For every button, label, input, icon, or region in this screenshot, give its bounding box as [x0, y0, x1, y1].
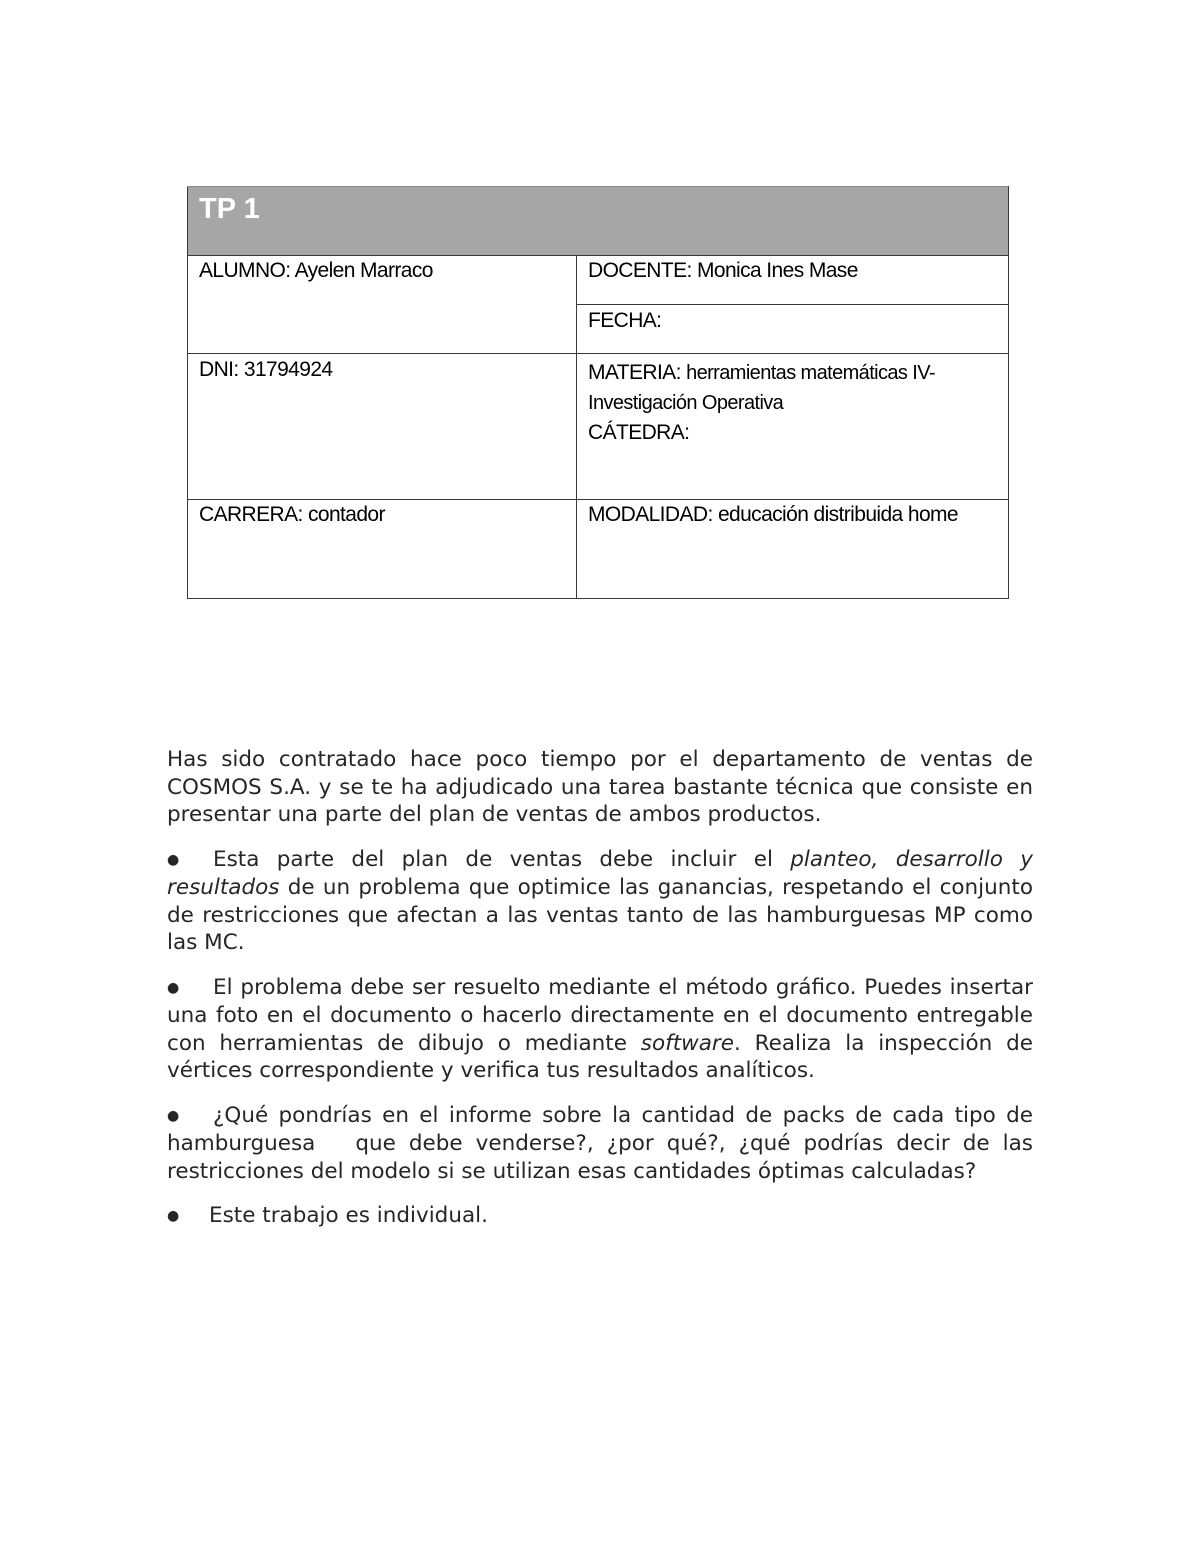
list-item — [167, 974, 1033, 1085]
fecha-cell — [577, 305, 1009, 354]
header-table — [187, 186, 1009, 599]
bullet-1-text: Esta parte del plan de ventas debe incluir el — [213, 846, 791, 872]
assignment-body — [167, 746, 1033, 1248]
carrera-cell — [188, 500, 577, 599]
materia-cell — [577, 354, 1009, 500]
bullet-1-text-end: de un problema que optimice las ganancias, respetando el conjunto de restricciones que afectan a las ventas tanto de las hamburguesas MP como las MC. — [167, 875, 1033, 955]
materia-value: herramientas matemáticas IV- — [686, 362, 935, 384]
materia-line — [588, 358, 998, 388]
list-item — [167, 1202, 1033, 1231]
bullet-icon: ● — [167, 851, 180, 868]
intro-paragraph: Has sido contratado hace poco tiempo por el departamento de ventas de COSMOS S.A. y se te ha adjudicado una tarea bastante técnica que consiste en presentar una parte del plan de ventas de ambos productos. — [167, 747, 1033, 827]
dni-value: 31794924 — [243, 358, 333, 381]
document-title: TP 1 — [188, 187, 1009, 256]
modalidad-cell — [577, 500, 1009, 599]
docente-value: Monica Ines Mase — [696, 259, 858, 282]
title-row — [188, 187, 1009, 256]
table-row — [188, 256, 1009, 305]
alumno-value: Ayelen Marraco — [294, 259, 433, 282]
dni-cell — [188, 354, 577, 500]
dni-label: DNI: — [199, 358, 239, 381]
table-row — [188, 500, 1009, 599]
bullet-2-emphasis: software — [640, 1030, 734, 1056]
modalidad-label: MODALIDAD: — [588, 503, 713, 526]
carrera-label: CARRERA: — [199, 503, 303, 526]
alumno-label: ALUMNO: — [199, 259, 291, 282]
bullet-1-emphasis: planteo, desarrollo y resultados — [167, 846, 1033, 900]
materia-value-continued: Investigación Operativa — [588, 392, 784, 414]
bullet-icon: ● — [167, 979, 180, 996]
docente-cell — [577, 256, 1009, 305]
bullet-icon: ● — [167, 1208, 180, 1224]
list-item — [167, 1102, 1033, 1186]
table-row — [188, 354, 1009, 500]
bullet-2-text-end: . Realiza la inspección de vértices correspondiente y verifica tus resultados analíticos. — [167, 1030, 1033, 1083]
bullet-3-text: ¿Qué pondrías en el informe sobre la cantidad de packs de cada tipo de hamburguesa — [167, 1102, 1033, 1156]
bullet-4-text: Este trabajo es individual. — [209, 1203, 488, 1228]
bullet-2-text: El problema debe ser resuelto mediante el método gráfico. Puedes insertar una foto en el documento o hacerlo directamente en el documento entregable con herramientas de dibujo o mediante — [167, 974, 1033, 1056]
bullet-icon: ● — [167, 1107, 180, 1124]
fecha-label: FECHA: — [588, 309, 662, 332]
catedra-label: CÁTEDRA: — [588, 421, 690, 444]
carrera-value: contador — [307, 503, 385, 526]
modalidad-value: educación distribuida home — [717, 503, 958, 526]
docente-label: DOCENTE: — [588, 259, 692, 282]
materia-label: MATERIA: — [588, 361, 681, 384]
bullet-3-text-end: que debe venderse?, ¿por qué?, ¿qué podrías decir de las restricciones del modelo si se utilizan esas cantidades óptimas calculadas? — [167, 1131, 1033, 1184]
alumno-cell — [188, 256, 577, 354]
list-item — [167, 846, 1033, 957]
